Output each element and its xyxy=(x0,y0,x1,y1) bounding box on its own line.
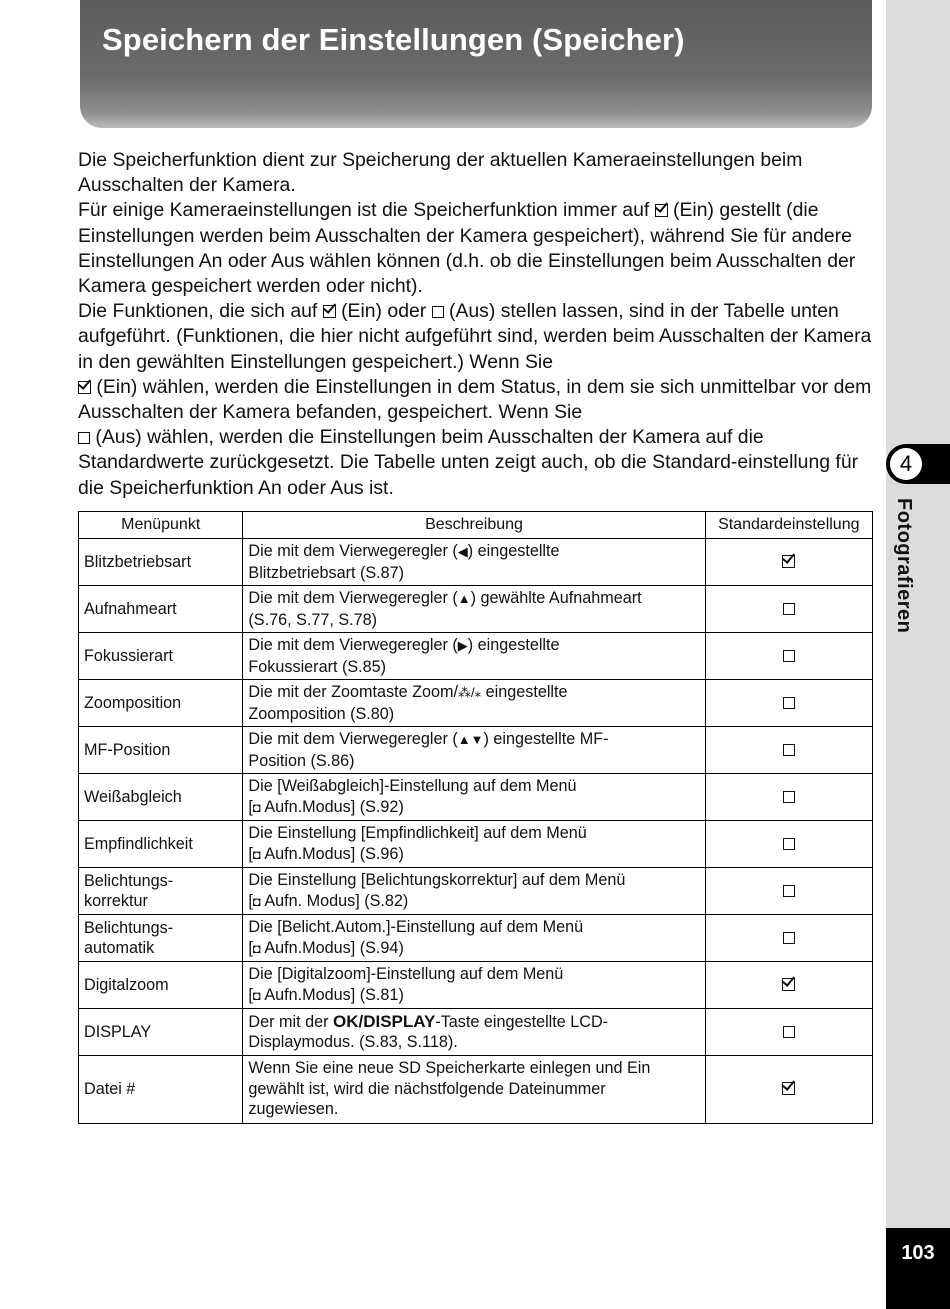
page-title: Speichern der Einstellungen (Speicher) xyxy=(102,22,685,57)
intro-paragraph-1: Die Speicherfunktion dient zur Speicherung der aktuellen Kameraeinstellungen beim Ausschalten der Kamera. xyxy=(78,149,803,197)
table-row xyxy=(79,727,873,774)
description-cell xyxy=(243,680,705,727)
default-setting-cell xyxy=(705,774,872,821)
menu-item-cell: Blitzbetriebsart xyxy=(79,539,243,586)
intro-p3-text-e: (Aus) wählen, werden die Einstellungen beim Ausschalten der Kamera auf die Standardwerte zurückgesetzt. Die Tabelle unten zeigt auch, ob die Standard-einstellung für die Speicherfunktion An oder Aus ist. xyxy=(78,426,859,499)
button-glyph-icon: ⁂/⁎ xyxy=(458,685,482,700)
description-cell xyxy=(243,962,705,1009)
table-row xyxy=(79,774,873,821)
description-cell xyxy=(243,1056,705,1124)
intro-p3-text-b: (Ein) oder xyxy=(341,300,427,323)
description-text: Die [Weißabgleich]-Einstellung auf dem Menü [ xyxy=(248,777,577,816)
description-text: Aufn.Modus] (S.92) xyxy=(260,797,404,816)
empty-box-icon xyxy=(783,791,795,803)
empty-box-icon xyxy=(783,650,795,662)
table-row xyxy=(79,633,873,680)
chapter-number: 4 xyxy=(890,448,922,480)
intro-text xyxy=(78,148,878,501)
description-text: Der mit der xyxy=(248,1012,333,1031)
intro-p2-text-b: (Ein) gestellt (die Einstellungen werden beim Ausschalten der Kamera gespeichert), während Sie für andere Einstellungen An oder Aus wählen können (d.h. ob die Einstellungen beim Ausschalten der Kamera gespeichert werden oder nicht). xyxy=(78,199,856,298)
intro-p3-text-a: Die Funktionen, die sich auf xyxy=(78,300,318,323)
menu-item-cell: Aufnahmeart xyxy=(79,586,243,633)
description-cell xyxy=(243,821,705,868)
menu-item-cell: Datei # xyxy=(79,1056,243,1124)
intro-p3-text-c: (Aus) stellen lassen, sind in der Tabelle unten aufgeführt. (Funktionen, die hier nicht aufgeführt sind, werden beim Ausschalten der Kamera in den gewählten Einstellungen gespeichert.) Wenn Sie xyxy=(78,300,872,373)
button-glyph-icon: ▶ xyxy=(457,638,468,653)
description-text: Aufn.Modus] (S.96) xyxy=(260,844,404,863)
ok-display-button-label: OK/DISPLAY xyxy=(332,1011,436,1031)
default-setting-cell xyxy=(705,821,872,868)
description-text: Die mit dem Vierwegeregler ( xyxy=(248,542,458,560)
menu-item-cell: Fokussierart xyxy=(79,633,243,680)
description-text: Aufn.Modus] (S.94) xyxy=(260,938,404,957)
empty-box-icon xyxy=(783,697,795,709)
camera-icon: ◘ xyxy=(252,987,261,1003)
description-cell xyxy=(243,1009,705,1056)
empty-box-icon xyxy=(783,885,795,897)
default-setting-cell xyxy=(705,1009,872,1056)
description-text: Aufn. Modus] (S.82) xyxy=(260,891,409,910)
table-row xyxy=(79,539,873,586)
checkmark-box-icon xyxy=(782,1082,795,1095)
menu-item-cell: Empfindlichkeit xyxy=(79,821,243,868)
header-banner xyxy=(80,0,872,128)
button-glyph-icon: ◀ xyxy=(457,544,468,559)
camera-icon: ◘ xyxy=(252,893,261,909)
description-text: Die mit dem Vierwegeregler ( xyxy=(248,589,458,607)
checkmark-box-icon xyxy=(782,978,795,991)
description-cell xyxy=(243,633,705,680)
description-text: ) gewählte Aufnahmeart (S.76, S.77, S.78) xyxy=(248,589,642,629)
empty-box-icon xyxy=(783,603,795,615)
empty-box-icon xyxy=(783,932,795,944)
menu-item-cell: DISPLAY xyxy=(79,1009,243,1056)
default-setting-cell xyxy=(705,539,872,586)
table-header-row xyxy=(79,512,873,539)
camera-icon: ◘ xyxy=(252,846,261,862)
table-row xyxy=(79,868,873,915)
description-cell xyxy=(243,586,705,633)
default-setting-cell xyxy=(705,962,872,1009)
description-cell xyxy=(243,915,705,962)
menu-item-cell: Belichtungs- automatik xyxy=(79,915,243,962)
checkmark-box-icon xyxy=(323,305,336,318)
description-text: Die [Belicht.Autom.]-Einstellung auf dem Menü [ xyxy=(248,918,584,957)
description-text: ) eingestellte Fokussierart (S.85) xyxy=(248,636,560,676)
description-text: Die mit dem Vierwegeregler ( xyxy=(248,636,458,654)
chapter-tab xyxy=(886,444,950,484)
default-setting-cell xyxy=(705,1056,872,1124)
intro-p2-text-a: Für einige Kameraeinstellungen ist die Speicherfunktion immer auf xyxy=(78,199,650,222)
header-menu-item: Menüpunkt xyxy=(79,512,243,539)
empty-box-icon xyxy=(78,432,90,444)
table-row xyxy=(79,821,873,868)
menu-item-cell: Zoomposition xyxy=(79,680,243,727)
header-default-setting: Standardeinstellung xyxy=(705,512,872,539)
camera-icon: ◘ xyxy=(252,799,261,815)
empty-box-icon xyxy=(432,306,444,318)
default-setting-cell xyxy=(705,727,872,774)
checkmark-box-icon xyxy=(782,555,795,568)
default-setting-cell xyxy=(705,868,872,915)
default-setting-cell xyxy=(705,586,872,633)
default-setting-cell xyxy=(705,633,872,680)
table-row xyxy=(79,586,873,633)
table-row xyxy=(79,1009,873,1056)
table-row xyxy=(79,962,873,1009)
intro-paragraph-3 xyxy=(78,299,878,501)
page-number: 103 xyxy=(901,1242,935,1264)
header-description: Beschreibung xyxy=(243,512,705,539)
button-glyph-icon: ▲▼ xyxy=(457,732,484,747)
table-row xyxy=(79,680,873,727)
chapter-sidebar xyxy=(886,0,950,1309)
description-text: Die mit dem Vierwegeregler ( xyxy=(248,730,458,748)
intro-paragraph-2 xyxy=(78,198,878,299)
description-text: Die Einstellung [Empfindlichkeit] auf dem Menü [ xyxy=(248,824,587,863)
description-cell xyxy=(243,539,705,586)
button-glyph-icon: ▲ xyxy=(457,591,471,606)
description-text: Wenn Sie eine neue SD Speicherkarte einlegen und Ein gewählt ist, wird die nächstfolgende Dateinummer zugewiesen. xyxy=(248,1059,651,1119)
description-text: ) eingestellte MF- Position (S.86) xyxy=(248,730,609,770)
description-text: eingestellte Zoomposition (S.80) xyxy=(248,683,568,723)
menu-item-cell: Weißabgleich xyxy=(79,774,243,821)
empty-box-icon xyxy=(783,744,795,756)
description-text: Die [Digitalzoom]-Einstellung auf dem Menü [ xyxy=(248,965,564,1004)
table-row xyxy=(79,915,873,962)
empty-box-icon xyxy=(783,1026,795,1038)
page-number-box xyxy=(886,1228,950,1309)
description-cell xyxy=(243,727,705,774)
table-row xyxy=(79,1056,873,1124)
memory-settings-table xyxy=(78,511,873,1124)
chapter-title: Fotografieren xyxy=(893,498,915,634)
camera-icon: ◘ xyxy=(252,940,261,956)
checkmark-box-icon xyxy=(78,381,91,394)
description-text: Aufn.Modus] (S.81) xyxy=(260,985,404,1004)
menu-item-cell: MF-Position xyxy=(79,727,243,774)
empty-box-icon xyxy=(783,838,795,850)
default-setting-cell xyxy=(705,680,872,727)
description-text: ) eingestellte Blitzbetriebsart (S.87) xyxy=(248,542,560,582)
description-text: Die mit der Zoomtaste Zoom/ xyxy=(248,683,459,701)
description-cell xyxy=(243,774,705,821)
checkmark-box-icon xyxy=(655,204,668,217)
description-text: -Taste eingestellte LCD- Displaymodus. (S.83, S.118). xyxy=(248,1012,609,1051)
menu-item-cell: Digitalzoom xyxy=(79,962,243,1009)
default-setting-cell xyxy=(705,915,872,962)
intro-p3-text-d: (Ein) wählen, werden die Einstellungen in dem Status, in dem sie sich unmittelbar vor dem Ausschalten der Kamera befanden, gespeichert. Wenn Sie xyxy=(78,375,872,424)
description-cell xyxy=(243,868,705,915)
description-text: Die Einstellung [Belichtungskorrektur] auf dem Menü [ xyxy=(248,871,626,910)
menu-item-cell: Belichtungs- korrektur xyxy=(79,868,243,915)
